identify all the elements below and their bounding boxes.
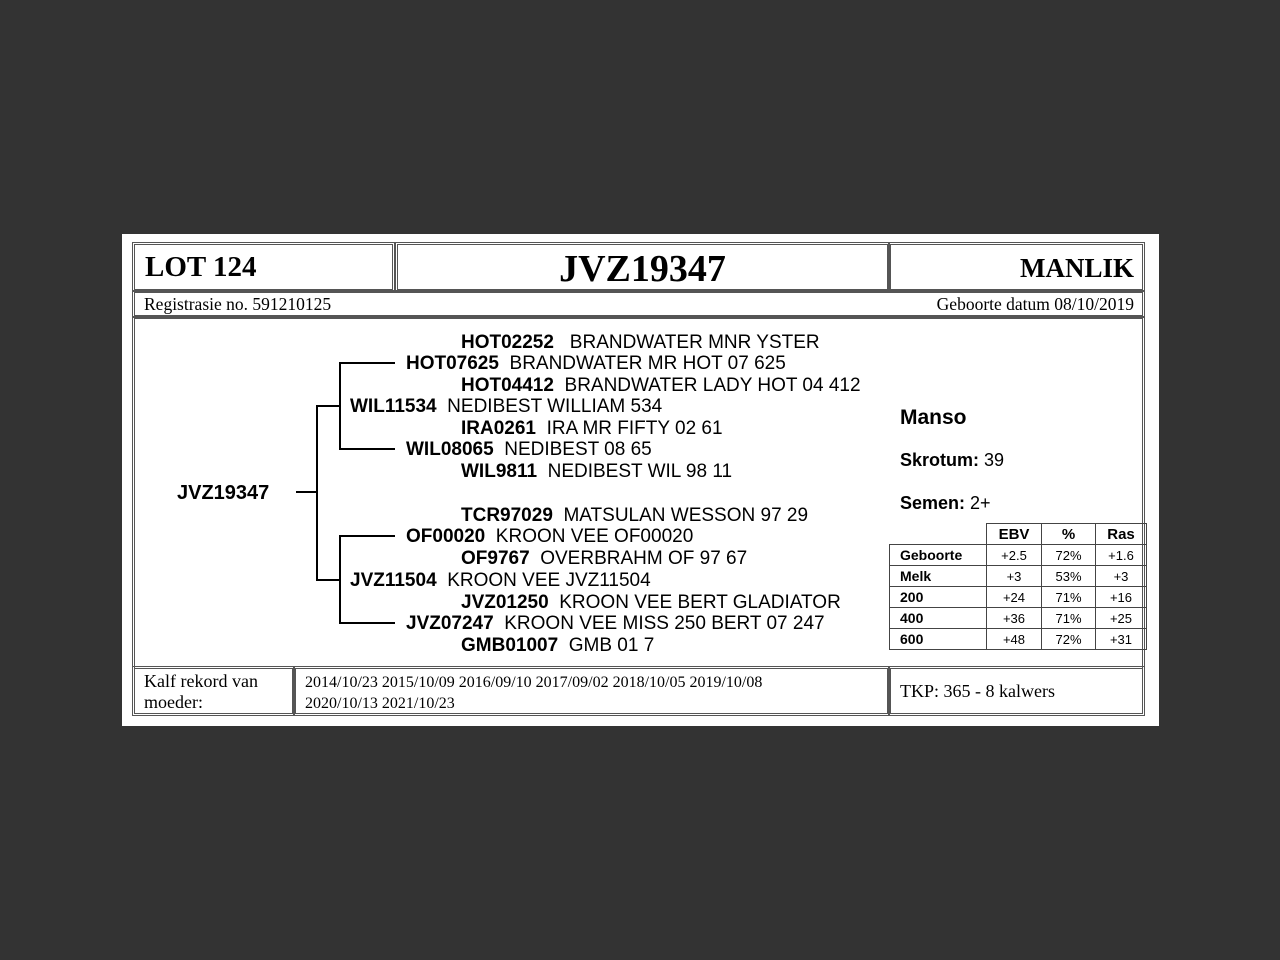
sire-branch-vertical xyxy=(339,362,341,450)
calf-record-dates xyxy=(305,672,762,714)
ebv-table xyxy=(889,523,1147,650)
calf-record-label-line1: Kalf rekord van xyxy=(144,671,258,691)
dam-sire-connector xyxy=(339,535,395,537)
name: KROON VEE BERT GLADIATOR xyxy=(559,592,841,613)
calf-label-box xyxy=(132,666,295,716)
name: BRANDWATER LADY HOT 04 412 xyxy=(564,375,861,396)
pedigree-sire-dam xyxy=(406,439,652,460)
subject-connector xyxy=(296,491,317,493)
calf-dates-line2: 2020/10/13 2021/10/23 xyxy=(305,695,455,712)
pedigree-dam-sire xyxy=(406,526,693,547)
pedigree-dam-sire-dam xyxy=(461,548,747,569)
dam-dam-connector xyxy=(339,622,395,624)
calf-record-label xyxy=(144,671,258,713)
code: WIL11534 xyxy=(350,396,437,417)
sire-sire-connector xyxy=(339,362,395,364)
lot-card xyxy=(122,234,1159,726)
pedigree-dam-sire-sire xyxy=(461,505,808,526)
birth-date: Geboorte datum 08/10/2019 xyxy=(936,294,1134,314)
code: OF00020 xyxy=(406,526,486,547)
pedigree-sire-sire-dam xyxy=(461,375,861,396)
pct-header: % xyxy=(1042,524,1096,545)
semen-label: Semen: xyxy=(900,493,966,513)
pedigree-sire xyxy=(350,396,662,417)
animal-id-title: JVZ19347 xyxy=(559,248,726,290)
code: IRA0261 xyxy=(461,418,536,439)
ebv-header-row xyxy=(890,524,1147,545)
pedigree-dam-dam-sire xyxy=(461,592,841,613)
name: KROON VEE MISS 250 BERT 07 247 xyxy=(504,613,825,634)
skrotum-row xyxy=(900,450,1004,471)
semen-value: 2+ xyxy=(970,493,991,513)
dam-connector xyxy=(316,579,340,581)
animal-type: Manso xyxy=(900,406,967,429)
table-row: Geboorte +2.5 72% +1.6 xyxy=(890,545,1147,566)
pedigree-subject: JVZ19347 xyxy=(177,482,270,504)
ras-header: Ras xyxy=(1096,524,1147,545)
skrotum-value: 39 xyxy=(984,450,1005,470)
code: GMB01007 xyxy=(461,635,559,656)
registration-row xyxy=(132,290,1145,318)
calf-record-label-line2: moeder: xyxy=(144,692,203,712)
code: WIL08065 xyxy=(406,439,494,460)
calf-dates-line1: 2014/10/23 2015/10/09 2016/09/10 2017/09/02 2018/10/05 2019/10/08 xyxy=(305,674,763,691)
animal-id-box xyxy=(395,242,890,292)
sex-label: MANLIK xyxy=(1020,253,1134,283)
ebv-header: EBV xyxy=(987,524,1042,545)
code: JVZ01250 xyxy=(461,592,549,613)
table-row: 400 +36 71% +25 xyxy=(890,608,1147,629)
sex-box xyxy=(888,242,1145,292)
table-row: 200 +24 71% +16 xyxy=(890,587,1147,608)
pedigree-dam-dam xyxy=(406,613,825,634)
pedigree-dam xyxy=(350,570,651,591)
code: HOT04412 xyxy=(461,375,554,396)
pedigree-dam-dam-dam xyxy=(461,635,654,656)
code: JVZ07247 xyxy=(406,613,494,634)
calf-dates-box xyxy=(293,666,890,716)
name: KROON VEE OF00020 xyxy=(495,526,694,547)
name: KROON VEE JVZ11504 xyxy=(447,570,651,591)
name: BRANDWATER MR HOT 07 625 xyxy=(509,353,786,374)
name: MATSULAN WESSON 97 29 xyxy=(563,505,809,526)
sire-connector xyxy=(316,405,340,407)
name: NEDIBEST 08 65 xyxy=(504,439,652,460)
name: BRANDWATER MNR YSTER xyxy=(569,332,820,353)
dam-branch-vertical xyxy=(339,535,341,624)
skrotum-label: Skrotum: xyxy=(900,450,980,470)
semen-row xyxy=(900,493,991,514)
pedigree-sire-dam-dam xyxy=(461,461,732,482)
name: IRA MR FIFTY 02 61 xyxy=(546,418,723,439)
code: TCR97029 xyxy=(461,505,553,526)
code: WIL9811 xyxy=(461,461,538,482)
code: OF9767 xyxy=(461,548,530,569)
pedigree-sire-sire-sire xyxy=(461,332,820,353)
pedigree-sire-sire xyxy=(406,353,786,374)
tkp-box xyxy=(888,666,1145,716)
code: HOT02252 xyxy=(461,332,554,353)
code: HOT07625 xyxy=(406,353,499,374)
table-row: Melk +3 53% +3 xyxy=(890,566,1147,587)
name: NEDIBEST WILLIAM 534 xyxy=(447,396,663,417)
name: OVERBRAHM OF 97 67 xyxy=(540,548,748,569)
lot-number: LOT 124 xyxy=(145,251,257,283)
tkp-summary: TKP: 365 - 8 kalwers xyxy=(900,681,1055,701)
sire-dam-connector xyxy=(339,448,395,450)
code: JVZ11504 xyxy=(350,570,437,591)
name: GMB 01 7 xyxy=(568,635,655,656)
trunk-vertical xyxy=(316,406,318,580)
pedigree-sire-dam-sire xyxy=(461,418,723,439)
lot-box xyxy=(132,242,395,292)
name: NEDIBEST WIL 98 11 xyxy=(547,461,733,482)
registration-number: Registrasie no. 591210125 xyxy=(144,294,332,314)
table-row: 600 +48 72% +31 xyxy=(890,629,1147,650)
